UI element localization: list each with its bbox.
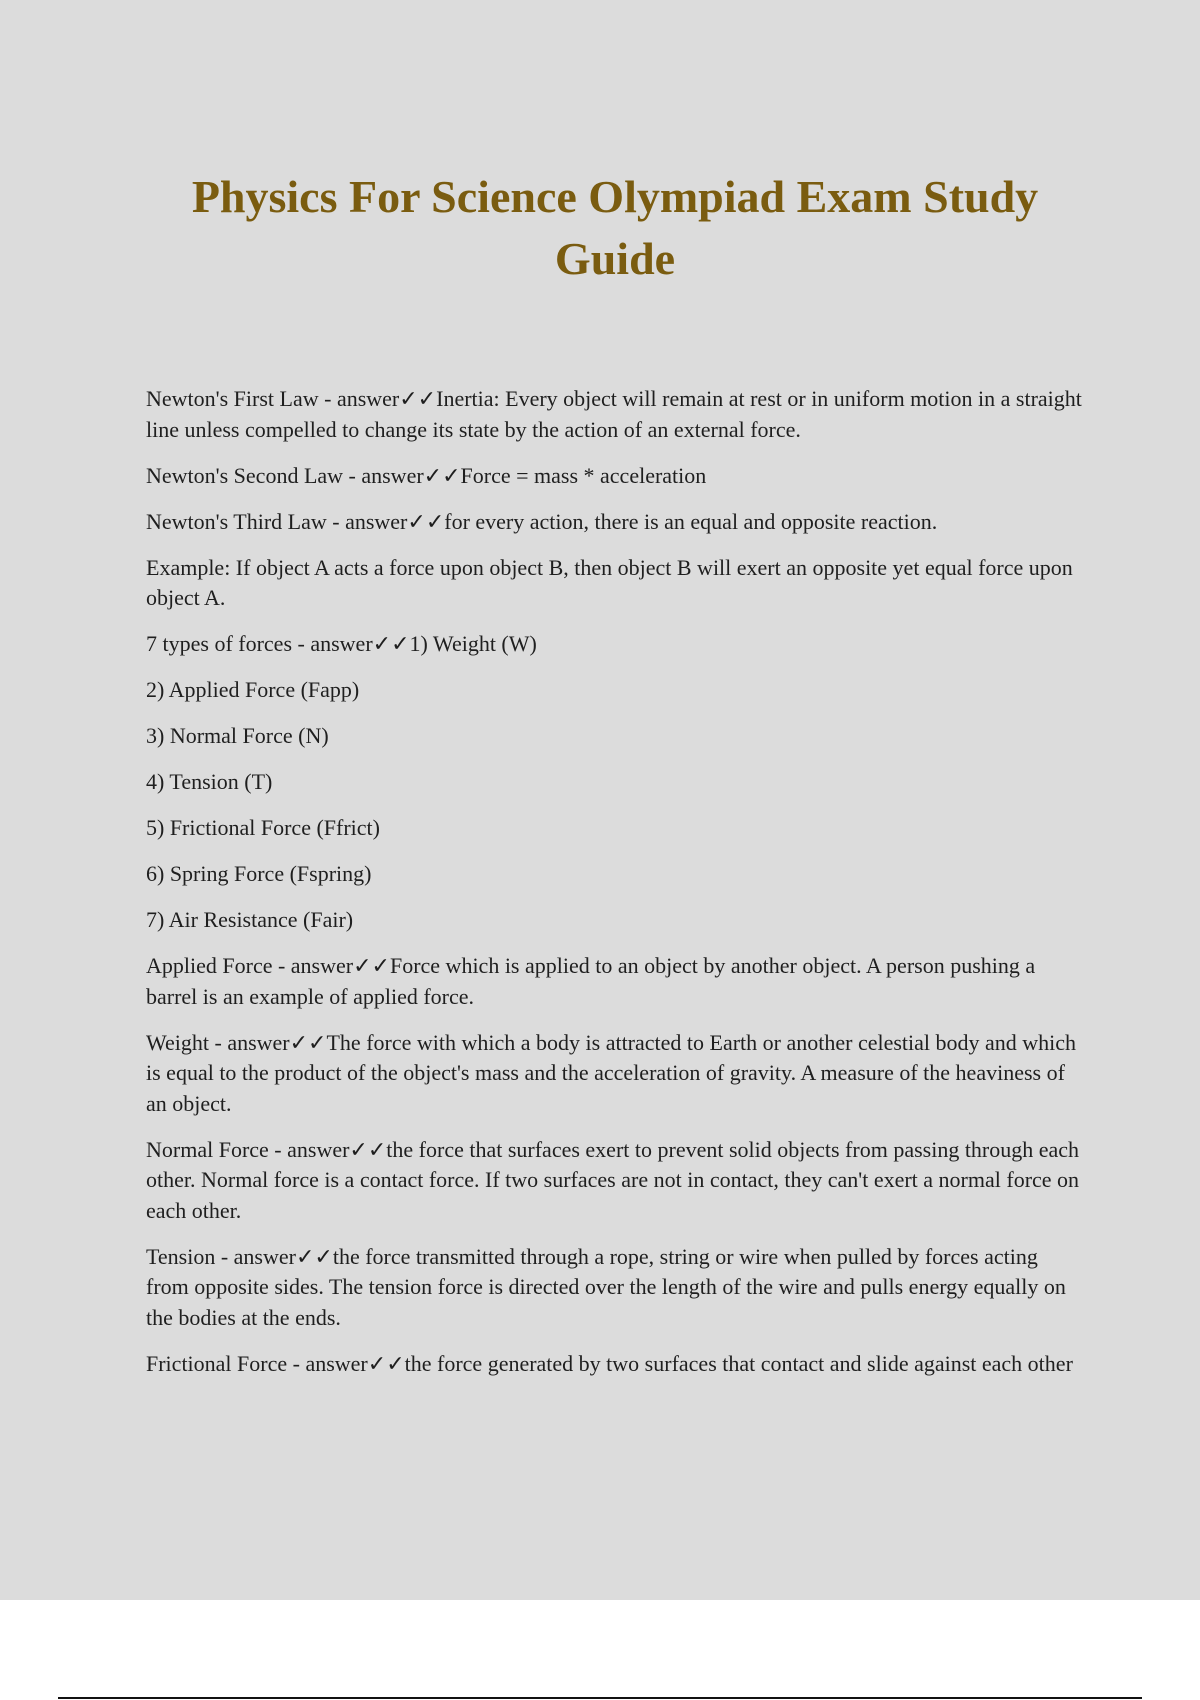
entry-newtons-first-law: Newton's First Law - answer✓✓Inertia: Every object will remain at rest or in uniform motion in a straight line unless compelled to change its state by the action of an external force.	[146, 386, 1082, 442]
list-item-applied-force: 2) Applied Force (Fapp)	[146, 677, 360, 702]
entry-types-of-forces: 7 types of forces - answer✓✓1) Weight (W)	[146, 631, 537, 656]
list-item-air-resistance: 7) Air Resistance (Fair)	[146, 907, 354, 932]
entry-third-law-example: Example: If object A acts a force upon object B, then object B will exert an opposite yet equal force upon object A.	[146, 554, 1073, 610]
entry-tension: Tension - answer✓✓the force transmitted through a rope, string or wire when pulled by forces acting from opposite sides. The tension force is directed over the length of the wire and pulls energy equally on the bodies at the ends.	[146, 1243, 1066, 1330]
entry-weight: Weight - answer✓✓The force with which a body is attracted to Earth or another celestial body and which is equal to the product of the object's mass and the acceleration of gravity. A measure of the heaviness of an object.	[146, 1029, 1077, 1116]
entry-frictional-force: Frictional Force - answer✓✓the force generated by two surfaces that contact and slide against each other	[146, 1350, 1073, 1376]
list-item-frictional-force: 5) Frictional Force (Ffrict)	[146, 815, 380, 840]
footer-divider	[58, 1697, 1142, 1699]
entry-newtons-third-law: Newton's Third Law - answer✓✓for every action, there is an equal and opposite reaction.	[146, 508, 938, 534]
list-item-tension: 4) Tension (T)	[146, 769, 273, 794]
study-guide-content	[146, 384, 1082, 1395]
entry-normal-force: Normal Force - answer✓✓the force that surfaces exert to prevent solid objects from passing through each other. Normal force is a contact force. If two surfaces are not in contact, they can't exert a normal force on each other.	[146, 1136, 1080, 1223]
list-item-normal-force: 3) Normal Force (N)	[146, 723, 329, 748]
document-title: Physics For Science Olympiad Exam Study Guide	[191, 171, 1039, 284]
entry-applied-force: Applied Force - answer✓✓Force which is applied to an object by another object. A person pushing a barrel is an example of applied force.	[146, 953, 1036, 1009]
list-item-spring-force: 6) Spring Force (Fspring)	[146, 861, 372, 886]
entry-newtons-second-law: Newton's Second Law - answer✓✓Force = mass * acceleration	[146, 462, 707, 488]
